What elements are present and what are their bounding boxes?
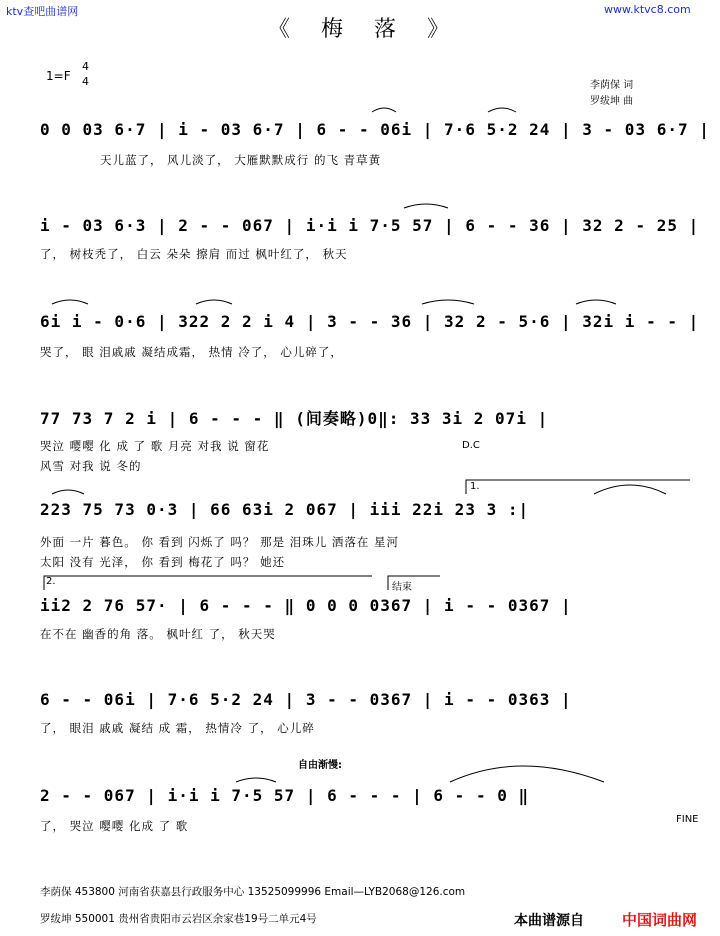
free-slow-marking: 自由渐慢:	[298, 760, 342, 771]
source-site-link[interactable]: 中国词曲网	[622, 911, 698, 929]
lyric-line-2: 了， 树枝秃了， 白云 朵朵 擦肩 而过 枫叶红了， 秋天	[40, 247, 348, 261]
time-signature-bottom: 4	[82, 75, 89, 88]
watermark-left: ktv查吧曲谱网	[6, 5, 79, 18]
coda-end-marker: 结束	[392, 582, 412, 593]
slur-2	[488, 108, 516, 112]
notation-line-5: 223 75 73 0·3 | 66 63i 2 067 | iii 22i 23 3 :|	[40, 500, 530, 519]
second-ending-marker: 2.	[46, 576, 56, 587]
key-signature: 1=F	[46, 69, 71, 83]
time-signature-top: 4	[82, 60, 89, 73]
composer-credit: 罗绂坤 曲	[590, 96, 634, 107]
lyric-line-5a: 外面 一片 暮色。 你 看到 闪烁了 吗？ 那是 泪珠儿 洒落在 星河	[40, 535, 400, 549]
slur-4	[52, 300, 88, 304]
lyric-line-4b: 风雪 对我 说 冬的	[40, 459, 142, 473]
slur-3	[404, 204, 448, 208]
notation-line-6: ii2 2 76 57· | 6 - - - ‖ 0 0 0 0367 | i - - 0367 |	[40, 596, 572, 615]
lyric-line-4a: 哭泣 嘤嘤 化 成 了 歌 月亮 对我 说 窗花	[40, 439, 270, 453]
slur-7	[576, 300, 616, 304]
notation-line-3: 6i i - 0·6 | 322 2 2 i 4 | 3 - - 36 | 32 2 - 5·6 | 32i i - - |	[40, 312, 700, 331]
slur-5	[196, 300, 232, 304]
slur-1	[372, 108, 396, 112]
notation-line-4: 77 73 7 2 i | 6 - - - ‖ (间奏略)0‖: 33 3i 2 07i |	[40, 409, 549, 428]
first-ending-marker: 1.	[470, 481, 480, 492]
ending-2-bracket	[44, 576, 372, 590]
slur-8	[52, 490, 84, 494]
dc-marker: D.C	[462, 440, 480, 451]
notation-line-8: 2 - - 067 | i·i i 7·5 57 | 6 - - - | 6 - - 0 ‖	[40, 786, 530, 805]
notation-line-7: 6 - - 06i | 7·6 5·2 24 | 3 - - 0367 | i - - 0363 |	[40, 690, 572, 709]
lyric-line-3: 哭了， 眼 泪戚戚 凝结成霜， 热情 冷了， 心儿碎了，	[40, 345, 343, 359]
footer-line-1: 李荫保 453800 河南省获嘉县行政服务中心 13525099996 Email—LYB2068@126.com	[40, 886, 466, 898]
ending-1-bracket	[466, 480, 690, 494]
slur-9	[594, 485, 666, 494]
source-label: 本曲谱源自	[514, 913, 584, 929]
notation-line-2: i - 03 6·3 | 2 - - 067 | i·i i 7·5 57 | 6 - - 36 | 32 2 - 25 |	[40, 216, 700, 235]
lyric-line-7: 了， 眼泪 戚戚 凝结 成 霜， 热情冷 了， 心儿碎	[40, 721, 315, 735]
slur-6	[422, 300, 474, 304]
footer-line-2: 罗绂坤 550001 贵州省贵阳市云岩区余家巷19号二单元4号	[40, 913, 317, 925]
notation-line-1: 0 0 03 6·7 | i - 03 6·7 | 6 - - 06i | 7·6 5·2 24 | 3 - 03 6·7 |	[40, 120, 710, 139]
lyric-line-8: 了， 哭泣 嘤嘤 化成 了 歌	[40, 819, 189, 833]
coda-bracket	[388, 576, 440, 590]
watermark-right: www.ktvc8.com	[604, 3, 691, 16]
lyric-line-6: 在不在 幽香的角 落。 枫叶红 了， 秋天哭	[40, 627, 276, 641]
lyricist-credit: 李荫保 词	[590, 80, 634, 91]
fine-marker: FINE	[676, 814, 699, 825]
slur-10	[236, 778, 276, 782]
song-title: 《 梅 落 》	[268, 17, 461, 42]
lyric-line-5b: 太阳 没有 光泽， 你 看到 梅花了 吗？ 她还	[40, 555, 286, 569]
lyric-line-1: 天儿蓝了， 风儿淡了， 大雁默默成行 的飞 青草黄	[100, 153, 382, 167]
slur-11	[450, 766, 604, 782]
